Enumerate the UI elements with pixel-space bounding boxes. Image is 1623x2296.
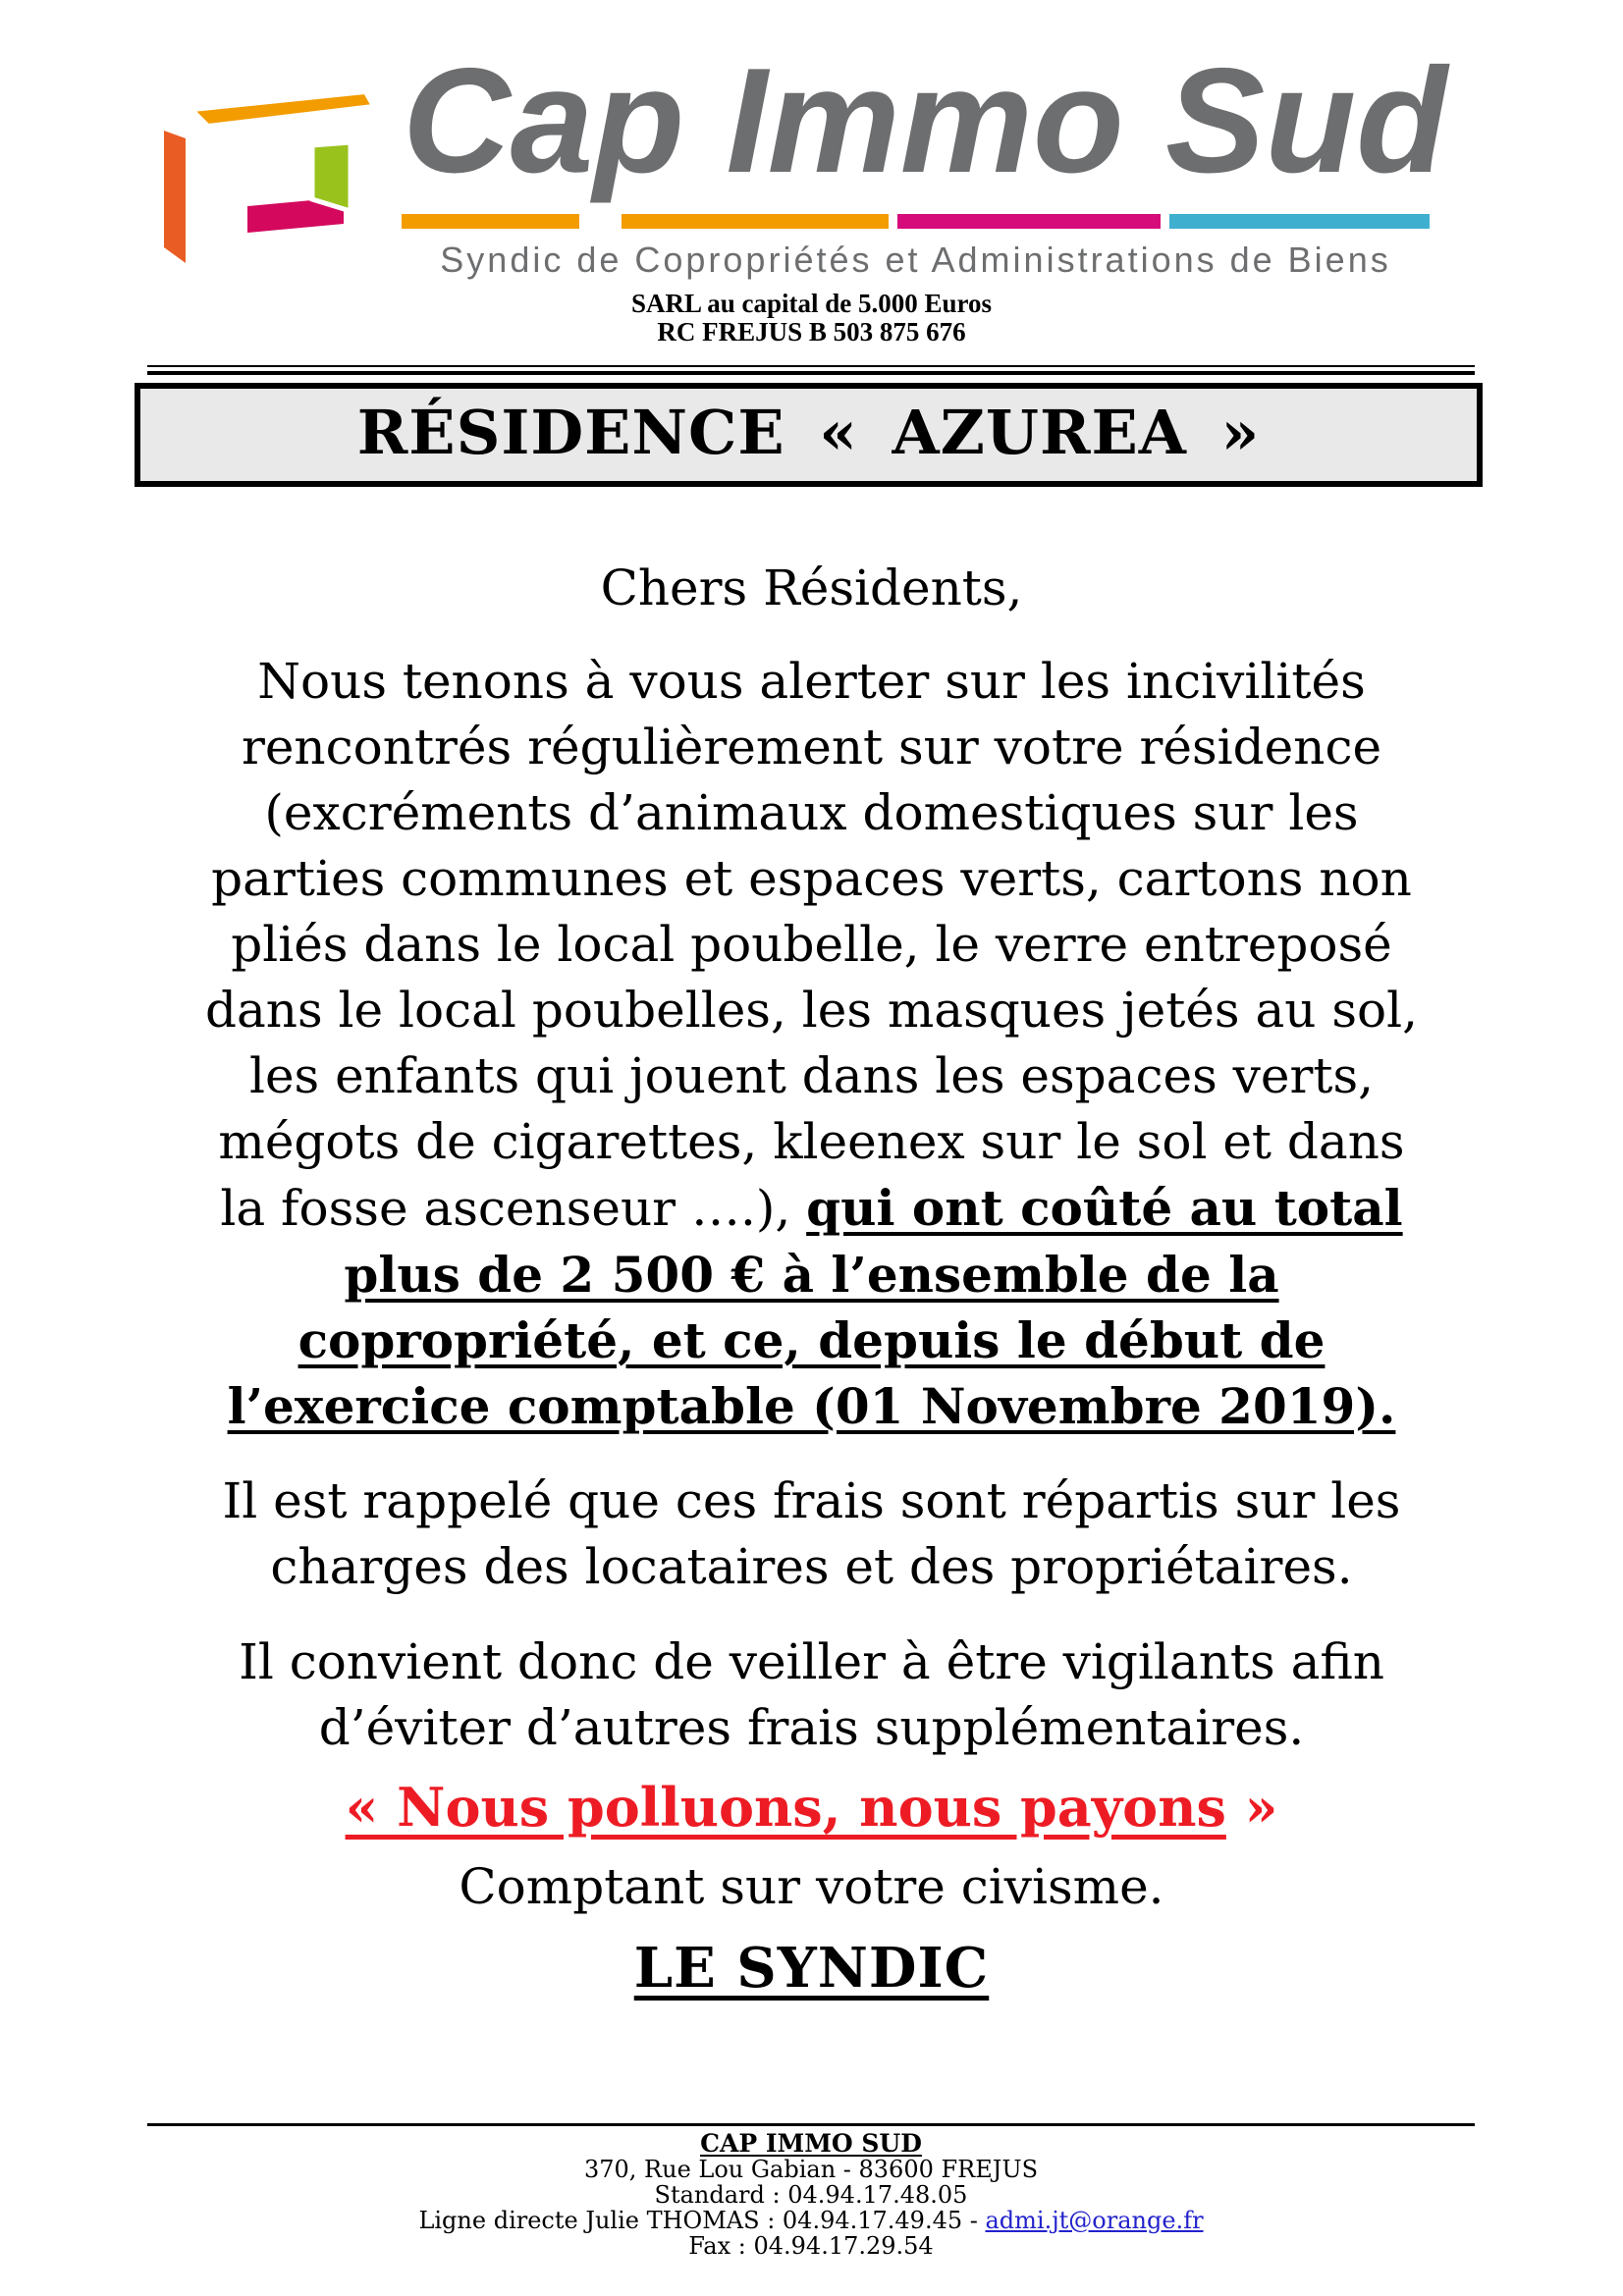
paragraph-incivilities [83, 649, 1540, 1439]
logo-green-face [312, 142, 351, 211]
mixed-regular-part: la fosse ascenseur ….), [220, 1180, 807, 1237]
body-line: Il est rappelé que ces frais sont répartis sur les [222, 1472, 1401, 1529]
footer-fax: Fax : 04.94.17.29.54 [688, 2232, 934, 2260]
residence-title-banner [135, 383, 1483, 487]
body-line: pliés dans le local poubelle, le verre entreposé [231, 916, 1392, 973]
body-line: dans le local poubelles, les masques jetés au sol, [204, 982, 1418, 1039]
body-line-mixed [83, 1175, 1540, 1242]
footer-standard-phone: Standard : 04.94.17.48.05 [654, 2181, 968, 2209]
body-line: (excréments d’animaux domestiques sur les [264, 784, 1359, 841]
letter-body [0, 556, 1623, 2002]
underline-orange-segment-1 [402, 214, 579, 229]
signature: LE SYNDIC [633, 1936, 990, 2001]
body-line: d’éviter d’autres frais supplémentaires. [318, 1699, 1305, 1756]
mixed-bold-part: qui ont coûté au total [806, 1179, 1403, 1237]
registration-rc: RC FREJUS B 503 875 676 [657, 317, 966, 347]
footer [147, 2123, 1475, 2259]
footer-email-link[interactable]: admi.jt@orange.fr [985, 2207, 1204, 2234]
header-divider-rule [147, 365, 1475, 375]
body-line-bold: l’exercice comptable (01 Novembre 2019). [227, 1377, 1396, 1435]
paragraph-charges [83, 1468, 1540, 1600]
footer-company-name: CAP IMMO SUD [700, 2129, 922, 2158]
body-line-bold: copropriété, et ce, depuis le début de [298, 1311, 1325, 1369]
residence-title: RÉSIDENCE « AZUREA » [356, 397, 1261, 468]
registration-capital: SARL au capital de 5.000 Euros [630, 289, 993, 318]
slogan-underlined: « Nous polluons, nous payons [345, 1776, 1226, 1839]
logo-left-bar [164, 131, 186, 263]
underline-blue-segment [1169, 214, 1430, 229]
underline-magenta-segment [897, 214, 1161, 229]
body-line-bold: plus de 2 500 € à l’ensemble de la [344, 1246, 1279, 1304]
slogan-tail: » [1225, 1776, 1278, 1839]
body-line: parties communes et espaces verts, cartons non [211, 850, 1412, 907]
paragraph-vigilance [83, 1629, 1540, 1761]
body-line: Nous tenons à vous alerter sur les incivilités [257, 653, 1366, 710]
cap-immo-sud-logo-icon [162, 92, 373, 265]
brand-subtitle: Syndic de Copropriétés et Administrations de Biens [440, 240, 1391, 280]
body-line: mégots de cigarettes, kleenex sur le sol et dans [218, 1113, 1405, 1170]
underline-orange-segment-2 [622, 214, 889, 229]
footer-direct-line-text: Ligne directe Julie THOMAS : 04.94.17.49.45 - [418, 2207, 986, 2234]
letterhead [0, 0, 1623, 361]
company-registration [0, 290, 1623, 347]
footer-address: 370, Rue Lou Gabian - 83600 FREJUS [583, 2156, 1039, 2183]
body-line: Il convient donc de veiller à être vigilants afin [239, 1633, 1384, 1690]
salutation: Chers Résidents, [600, 560, 1023, 616]
brand-underline [402, 214, 1430, 229]
brand-wordmark: Cap Immo Sud [403, 37, 1448, 204]
footer-direct-line [147, 2208, 1475, 2233]
slogan-line [83, 1775, 1540, 1841]
logo-top-bar [192, 92, 373, 126]
body-line: les enfants qui jouent dans les espaces verts, [248, 1047, 1375, 1104]
body-line: charges des locataires et des propriétaires. [270, 1538, 1353, 1595]
body-line: rencontrés régulièrement sur votre résidence [241, 719, 1382, 775]
closing-line: Comptant sur votre civisme. [459, 1858, 1164, 1915]
